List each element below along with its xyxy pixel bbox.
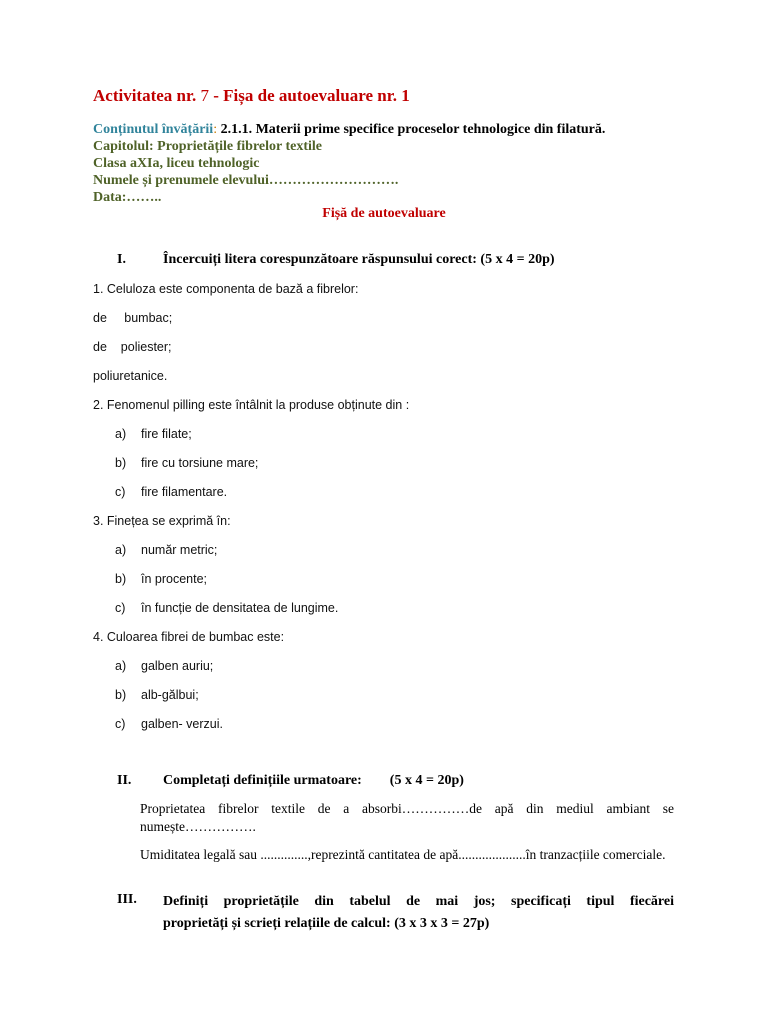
option-letter: c) xyxy=(115,601,126,615)
document-title xyxy=(93,86,410,106)
section-2-number: II. xyxy=(117,773,132,788)
option-text: galben auriu; xyxy=(141,659,214,673)
title-part1: Activitatea nr. xyxy=(93,86,197,105)
worksheet-subtitle: Fișă de autoevaluare xyxy=(322,206,446,221)
chapter-line: Capitolul: Proprietățile fibrelor textile xyxy=(93,139,323,154)
section-1-number: I. xyxy=(117,252,126,267)
title-number: 7 xyxy=(200,86,209,105)
date-line: Data:…….. xyxy=(93,190,162,205)
option-letter: a) xyxy=(115,659,127,673)
option-letter: a) xyxy=(115,427,127,441)
content-value: 2.1.1. Materii prime specifice proceselor tehnologice din filatură. xyxy=(220,122,606,137)
option-letter: b) xyxy=(115,688,127,702)
definition-paragraph-2: Umiditatea legală sau ..............,reprezintă cantitatea de apă....................în tranzacțiile comerciale. xyxy=(140,847,666,862)
option-text: în funcție de densitatea de lungime. xyxy=(141,601,339,615)
question-1-option-1: de bumbac; xyxy=(93,311,173,325)
class-line: Clasa aXIa, liceu tehnologic xyxy=(93,156,260,171)
section-3-line-1: Definiți proprietățile din tabelul de mai jos; specificați tipul fiecărei xyxy=(163,894,674,909)
content-label: Conținutul învățării: xyxy=(93,122,218,137)
option-text: în procente; xyxy=(141,572,208,586)
content-line xyxy=(93,121,605,138)
section-2-heading xyxy=(117,773,464,821)
option-letter: c) xyxy=(115,717,126,731)
option-text: număr metric; xyxy=(141,543,218,557)
option-letter: b) xyxy=(115,456,127,470)
student-name-line: Numele și prenumele elevului………………………. xyxy=(93,173,399,188)
option-letter: c) xyxy=(115,485,126,499)
question-3: 3. Finețea se exprimă în: xyxy=(93,514,231,528)
option-letter: b) xyxy=(115,572,127,586)
question-2: 2. Fenomenul pilling este întâlnit la produse obținute din : xyxy=(93,398,410,412)
option-letter: a) xyxy=(115,543,127,557)
title-part2: - Fișa de autoevaluare nr. 1 xyxy=(213,86,410,105)
section-1-instruction: Încercuiți litera corespunzătoare răspunsului corect: (5 x 4 = 20p) xyxy=(163,252,555,267)
definition-paragraph-1: Proprietatea fibrelor textile de a absorbi……………de apă din mediul ambiant se numește……………. xyxy=(140,801,674,834)
option-text: fire filate; xyxy=(141,427,192,441)
section-2-instruction: Completați definițiile urmatoare: (5 x 4 = 20p) xyxy=(163,773,464,788)
option-text: galben- verzui. xyxy=(141,717,223,731)
option-text: alb-gălbui; xyxy=(141,688,199,702)
question-1: 1. Celuloza este componenta de bază a fibrelor: xyxy=(93,282,359,296)
question-1-option-3: poliuretanice. xyxy=(93,369,168,383)
section-3-number: III. xyxy=(117,892,137,907)
section-3-instruction xyxy=(163,892,674,934)
option-text: fire filamentare. xyxy=(141,485,228,499)
question-4: 4. Culoarea fibrei de bumbac este: xyxy=(93,630,285,644)
question-1-option-2: de poliester; xyxy=(93,340,172,354)
section-3-line-2: proprietăți și scrieți relațiile de calcul: (3 x 3 x 3 = 27p) xyxy=(163,916,490,931)
option-text: fire cu torsiune mare; xyxy=(141,456,259,470)
